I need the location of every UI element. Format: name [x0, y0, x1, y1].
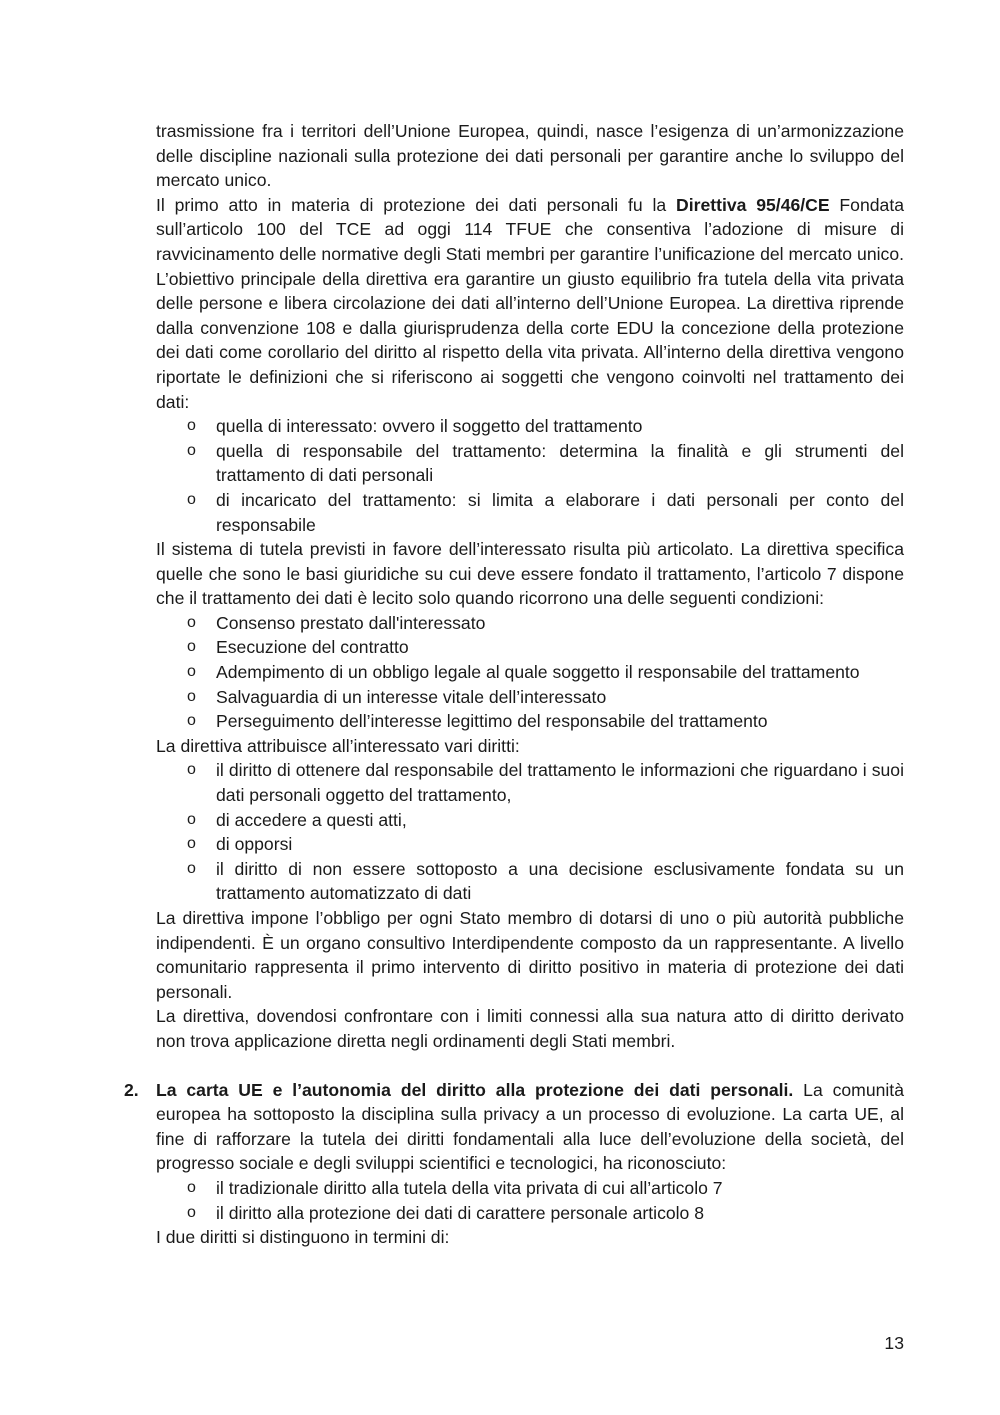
list-item [156, 685, 904, 710]
bullet-icon: o [187, 859, 196, 877]
list-item [156, 832, 904, 857]
paragraph-protection-system: Il sistema di tutela previsti in favore dell’interessato risulta più articolato. La direttiva specifica quelle che sono le basi giuridiche su cui deve essere fondato il trattamento, l’articolo 7 dispone che il trattamento dei dati è lecito solo quando ricorrono una delle seguenti condizioni: [156, 539, 904, 609]
bullet-icon: o [187, 441, 196, 459]
bullet-icon: o [187, 835, 196, 853]
section-2-body: La comunità europea ha sottoposto la disciplina sulla privacy a un processo di evoluzione. La carta UE, al fine di rafforzare la tutela dei diritti fondamentali alla luce dell’evoluzione della società, del progresso sociale e degli sviluppi scientifici e tecnologici, ha riconosciuto: [156, 1079, 904, 1174]
list-item [156, 1176, 904, 1201]
list-item-text: Adempimento di un obbligo legale al quale soggetto il responsabile del trattamento [216, 662, 860, 683]
bullet-icon: o [187, 810, 196, 828]
paragraph-distinction: I due diritti si distinguono in termini di: [156, 1227, 450, 1248]
list-item [156, 857, 904, 906]
section-spacer [156, 1054, 904, 1078]
list-item-text: quella di interessato: ovvero il soggetto del trattamento [216, 416, 643, 437]
bullet-icon: o [187, 638, 196, 656]
list-item-text: Perseguimento dell’interesse legittimo del responsabile del trattamento [216, 711, 768, 732]
bullet-icon: o [187, 417, 196, 435]
list-item [156, 758, 904, 807]
list-item-text: il diritto alla protezione dei dati di carattere personale articolo 8 [216, 1202, 705, 1223]
list-item [156, 414, 904, 439]
list-item [156, 611, 904, 636]
list-item-text: di accedere a questi atti, [216, 809, 407, 830]
conditions-list [156, 611, 904, 734]
bullet-icon: o [187, 1203, 196, 1221]
bullet-icon: o [187, 613, 196, 631]
section-number: 2. [124, 1079, 139, 1100]
document-body [124, 119, 904, 1250]
list-item-text: il diritto di non essere sottoposto a una decisione esclusivamente fondata su un trattamento automatizzato di dati [216, 858, 904, 904]
list-item-text: quella di responsabile del trattamento: determina la finalità e gli strumenti del trattamento di dati personali [216, 440, 904, 486]
list-item-text: Consenso prestato dall'interessato [216, 612, 486, 633]
list-item [156, 1201, 904, 1226]
list-item [156, 709, 904, 734]
paragraph-rights-intro: La direttiva attribuisce all’interessato vari diritti: [156, 735, 520, 756]
charter-rights-list [156, 1176, 904, 1225]
list-item [156, 488, 904, 537]
list-item-text: di opporsi [216, 834, 293, 855]
bullet-icon: o [187, 1178, 196, 1196]
list-item-text: il diritto di ottenere dal responsabile del trattamento le informazioni che riguardano i suoi dati personali oggetto del trattamento, [216, 760, 904, 806]
list-item-text: di incaricato del trattamento: si limita a elaborare i dati personali per conto del responsabile [216, 489, 904, 535]
section-2-heading-paragraph [124, 1078, 904, 1176]
page-number: 13 [884, 1333, 904, 1353]
list-item [156, 635, 904, 660]
bullet-icon: o [187, 490, 196, 508]
list-item [156, 439, 904, 488]
list-item-text: Esecuzione del contratto [216, 637, 409, 658]
paragraph-directive-lead: Il primo atto in materia di protezione dei dati personali fu la [156, 194, 676, 215]
bullet-icon: o [187, 687, 196, 705]
rights-list [156, 758, 904, 906]
list-item [156, 660, 904, 685]
list-item [156, 808, 904, 833]
bullet-icon: o [187, 663, 196, 681]
section-title: La carta UE e l’autonomia del diritto alla protezione dei dati personali. [156, 1079, 794, 1100]
paragraph-directive-body: Fondata sull’articolo 100 del TCE ad oggi 114 TFUE che consentiva l’adozione di misure di ravvicinamento delle normative degli Stati membri per garantire l’unificazione del mercato unico. L’obiettivo principale della direttiva era garantire un giusto equilibrio fra tutela della vita privata delle persone e libera circolazione dei dati all’interno dell’Unione Europea. La direttiva riprende dalla convenzione 108 e dalla giurisprudenza della corte EDU la concezione della protezione dei dati come corollario del diritto al rispetto della vita privata. All’interno della direttiva vengono riportate le definizioni che si riferiscono ai soggetti che vengono coinvolti nel trattamento dei dati: [156, 194, 904, 412]
paragraph-intro: trasmissione fra i territori dell’Unione Europea, quindi, nasce l’esigenza di un’armonizzazione delle discipline nazionali sulla protezione dei dati personali per garantire anche lo sviluppo del mercato unico. [156, 121, 904, 191]
paragraph-authorities: La direttiva impone l’obbligo per ogni Stato membro di dotarsi di uno o più autorità pubbliche indipendenti. È un organo consultivo Interdipendente composto da un rappresentante. A livello comunitario rappresenta il primo intervento di diritto positivo in materia di protezione dei dati personali. [156, 908, 904, 1002]
directive-title: Direttiva 95/46/CE [676, 194, 830, 215]
bullet-icon: o [187, 712, 196, 730]
list-item-text: il tradizionale diritto alla tutela della vita privata di cui all’articolo 7 [216, 1177, 723, 1198]
list-item-text: Salvaguardia di un interesse vitale dell’interessato [216, 686, 607, 707]
definitions-list [156, 414, 904, 537]
bullet-icon: o [187, 761, 196, 779]
paragraph-directive [156, 193, 904, 414]
paragraph-derived-law: La direttiva, dovendosi confrontare con i limiti connessi alla sua natura atto di diritto derivato non trova applicazione diretta negli ordinamenti degli Stati membri. [156, 1006, 904, 1051]
